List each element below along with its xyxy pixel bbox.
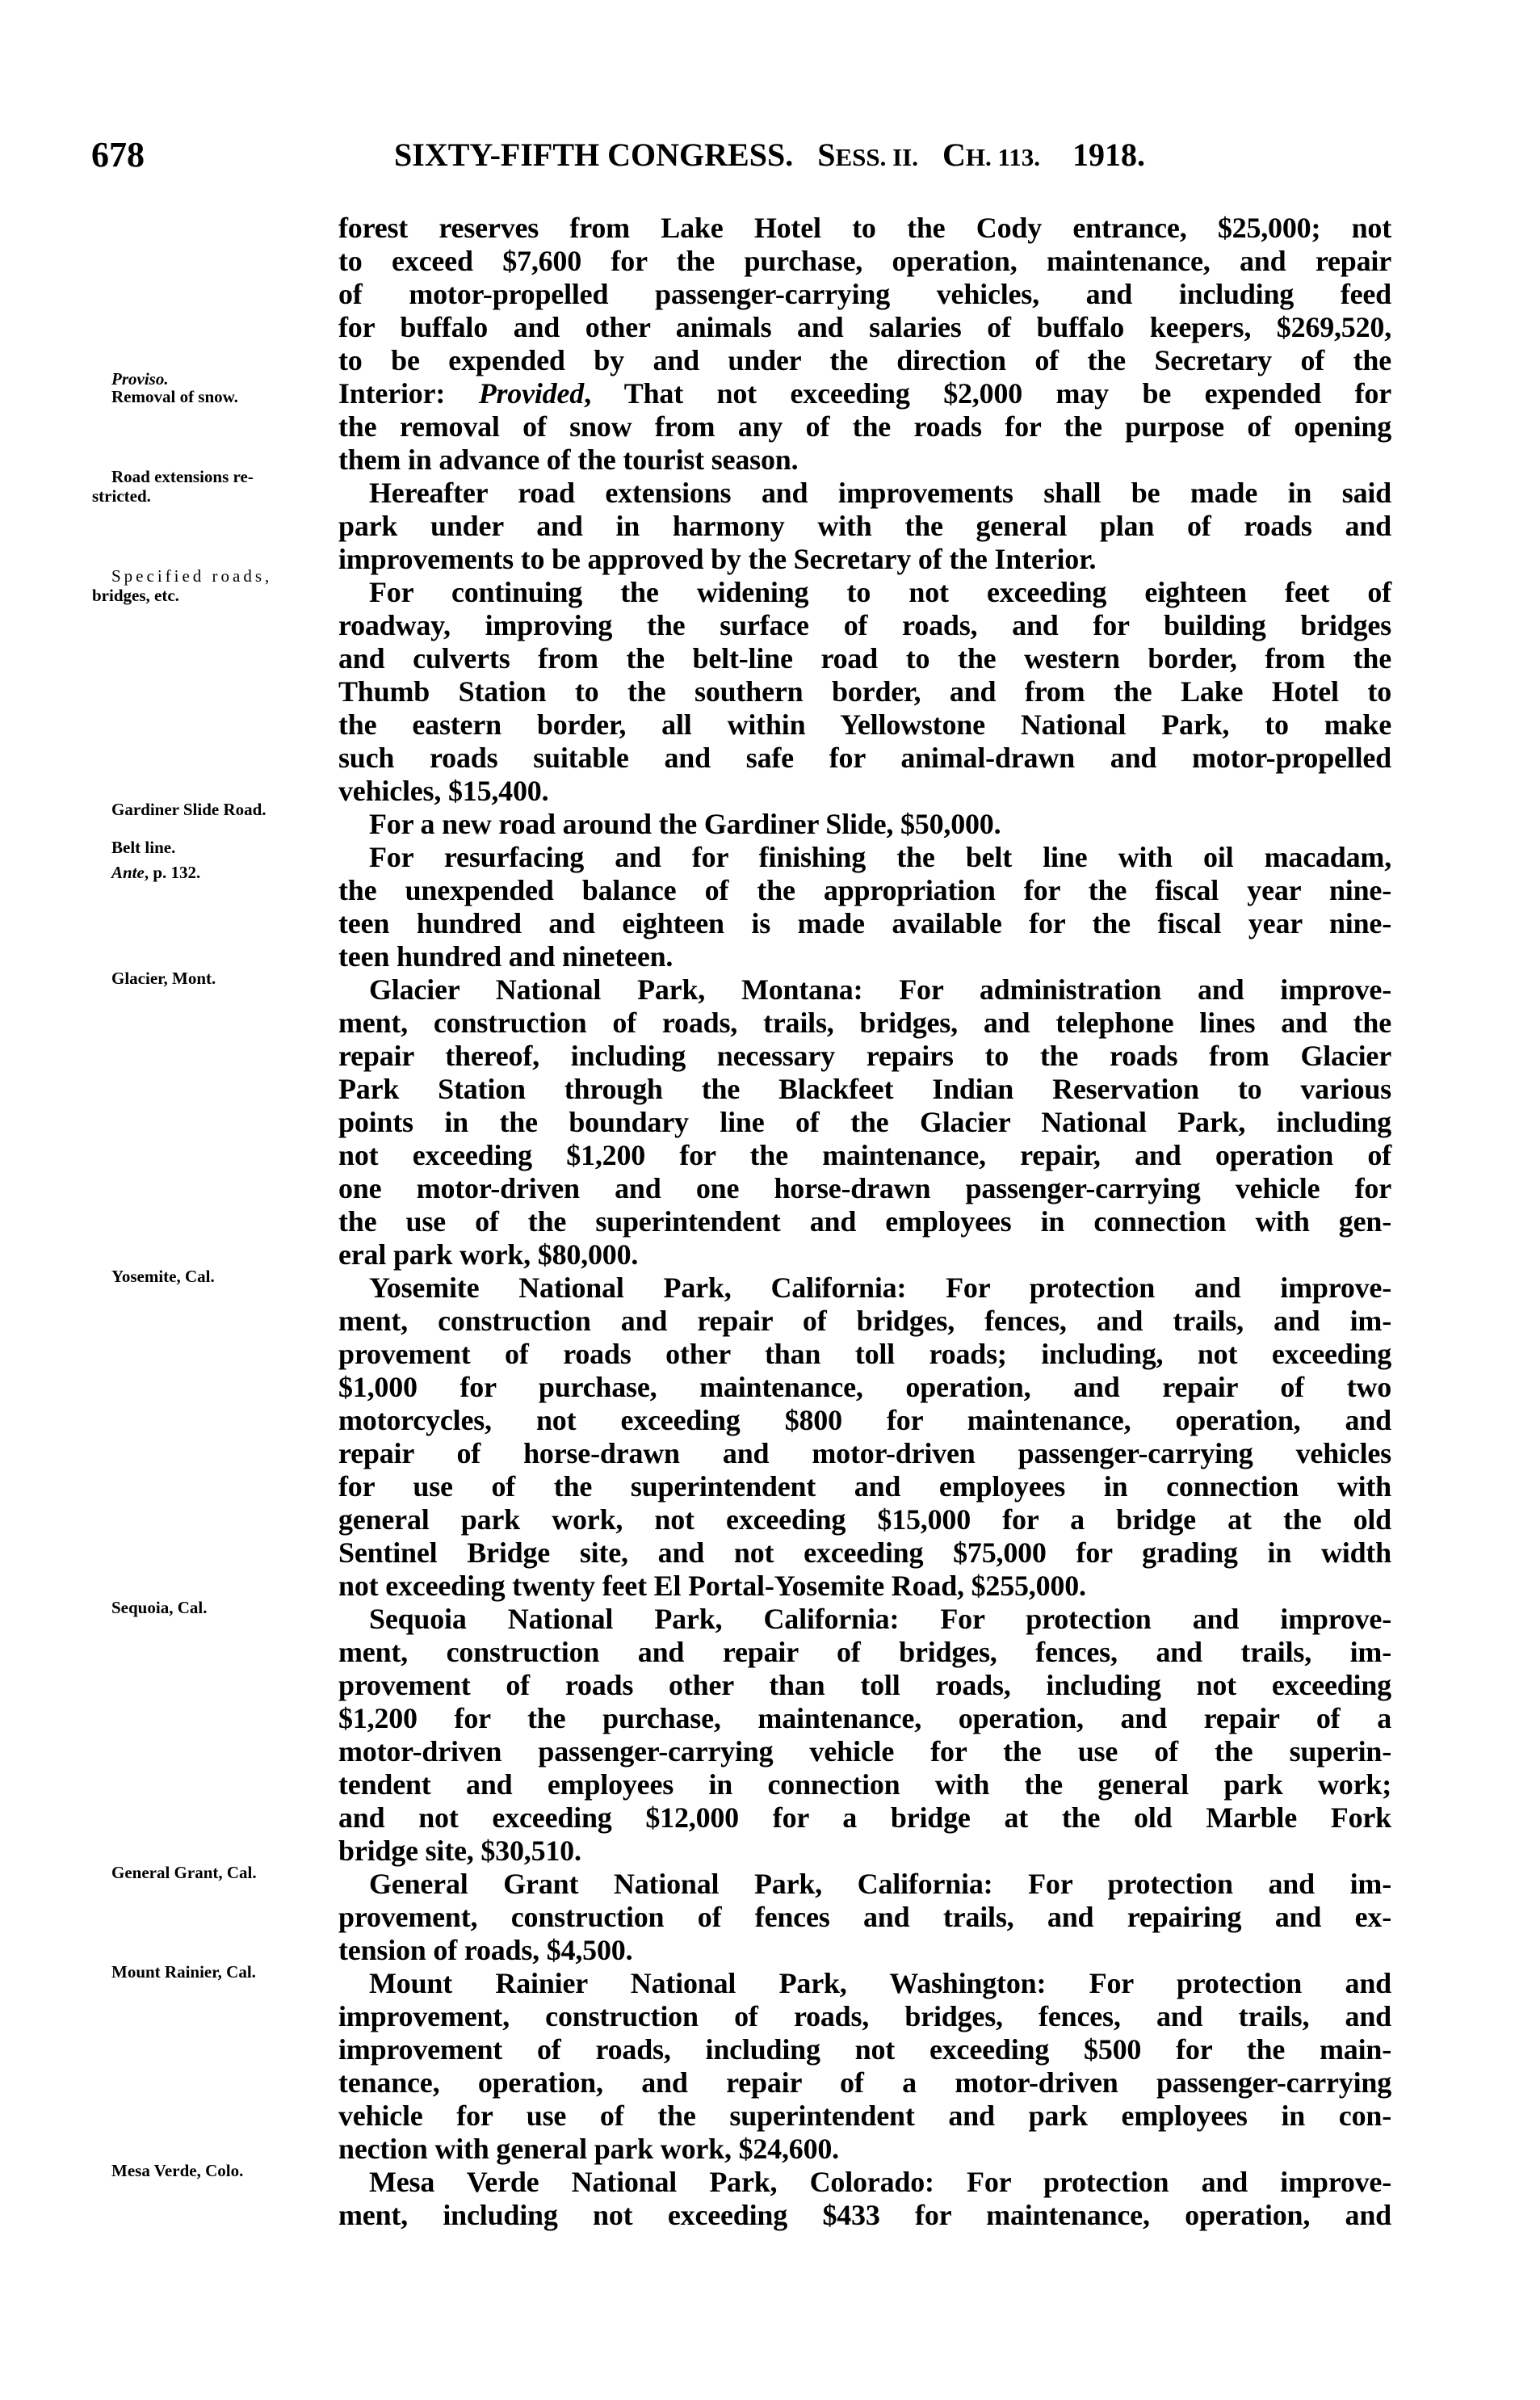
text-line: them in advance of the tourist season.: [338, 443, 799, 476]
text-line: repair thereof, including necessary repairs to the roads from Glacier: [338, 1040, 1391, 1072]
text-line: teen hundred and eighteen is made available for the fiscal year nine-: [338, 907, 1391, 939]
margin-note: Ante, p. 132.: [111, 863, 201, 882]
margin-note: General Grant, Cal.: [111, 1863, 257, 1882]
text-line: general park work, not exceeding $15,000 for a bridge at the old: [338, 1503, 1391, 1536]
text-line: for use of the superintendent and employees in connection with: [338, 1470, 1391, 1503]
chapter-label: CH. 113.: [942, 137, 1041, 173]
margin-note: Proviso.: [111, 369, 169, 389]
margin-note: Removal of snow.: [111, 387, 238, 406]
text-line: to be expended by and under the direction of the Secretary of the: [338, 344, 1391, 376]
text-line: ment, construction of roads, trails, bridges, and telephone lines and the: [338, 1007, 1391, 1039]
text-line: Interior: Provided, That not exceeding $2,000 may be expended for: [338, 377, 1391, 410]
margin-note: Mesa Verde, Colo.: [111, 2161, 244, 2180]
text-line: vehicle for use of the superintendent and park employees in con-: [338, 2099, 1391, 2132]
text-line: Sequoia National Park, California: For protection and improve-: [369, 1603, 1391, 1635]
text-line: the unexpended balance of the appropriation for the fiscal year nine-: [338, 874, 1391, 906]
text-line: roadway, improving the surface of roads, and for building bridges: [338, 609, 1391, 641]
congress-title: SIXTY-FIFTH CONGRESS.: [394, 137, 794, 173]
text-line: ment, construction and repair of bridges, fences, and trails, and im-: [338, 1305, 1391, 1337]
text-line: and culverts from the belt-line road to the western border, from the: [338, 642, 1391, 675]
text-line: forest reserves from Lake Hotel to the Cody entrance, $25,000; not: [338, 212, 1391, 244]
text-line: one motor-driven and one horse-drawn passenger-carrying vehicle for: [338, 1172, 1391, 1204]
page-number: 678: [91, 135, 145, 174]
margin-note: Glacier, Mont.: [111, 969, 216, 988]
text-line: the eastern border, all within Yellowstone National Park, to make: [338, 708, 1391, 741]
text-line: improvements to be approved by the Secretary of the Interior.: [338, 543, 1097, 575]
text-line: eral park work, $80,000.: [338, 1238, 639, 1271]
text-line: bridge site, $30,510.: [338, 1835, 581, 1867]
text-line: park under and in harmony with the general plan of roads and: [338, 510, 1391, 542]
text-line: to exceed $7,600 for the purchase, operation, maintenance, and repair: [338, 245, 1391, 277]
text-line: the use of the superintendent and employees in connection with gen-: [338, 1205, 1391, 1238]
margin-note: Yosemite, Cal.: [111, 1267, 215, 1286]
text-line: nection with general park work, $24,600.: [338, 2133, 839, 2165]
margin-note: Gardiner Slide Road.: [111, 800, 266, 819]
text-line: not exceeding $1,200 for the maintenance, repair, and operation of: [338, 1139, 1391, 1171]
margin-note: Sequoia, Cal.: [111, 1598, 208, 1617]
text-line: tenance, operation, and repair of a motor-driven passenger-carrying: [338, 2066, 1391, 2099]
text-line: Mesa Verde National Park, Colorado: For protection and improve-: [369, 2166, 1391, 2198]
text-line: tension of roads, $4,500.: [338, 1934, 633, 1966]
text-line: provement of roads other than toll roads; including, not exceeding: [338, 1338, 1391, 1370]
text-line: and not exceeding $12,000 for a bridge at the old Marble Fork: [338, 1801, 1391, 1834]
text-line: the removal of snow from any of the roads for the purpose of opening: [338, 410, 1391, 443]
text-line: $1,000 for purchase, maintenance, operation, and repair of two: [338, 1371, 1391, 1403]
session-label: SESS. II.: [817, 137, 918, 173]
text-line: General Grant National Park, California: For protection and im-: [369, 1868, 1391, 1900]
margin-note: Belt line.: [111, 838, 176, 857]
text-line: Thumb Station to the southern border, and from the Lake Hotel to: [338, 675, 1391, 708]
running-head: [394, 139, 1145, 174]
text-line: For resurfacing and for finishing the belt line with oil macadam,: [369, 841, 1391, 873]
text-line: of motor-propelled passenger-carrying vehicles, and including feed: [338, 278, 1391, 310]
text-line: such roads suitable and safe for animal-drawn and motor-propelled: [338, 742, 1391, 774]
text-line: ment, including not exceeding $433 for maintenance, operation, and: [338, 2199, 1391, 2231]
text-line: For continuing the widening to not exceeding eighteen feet of: [369, 576, 1391, 608]
text-line: repair of horse-drawn and motor-driven passenger-carrying vehicles: [338, 1437, 1391, 1469]
text-line: motor-driven passenger-carrying vehicle for the use of the superin-: [338, 1735, 1391, 1767]
text-line: tendent and employees in connection with the general park work;: [338, 1768, 1391, 1801]
text-line: improvement, construction of roads, bridges, fences, and trails, and: [338, 2000, 1391, 2032]
margin-note: Road extensions re- stricted.: [92, 467, 254, 506]
text-line: Yosemite National Park, California: For protection and improve-: [369, 1271, 1391, 1304]
text-line: motorcycles, not exceeding $800 for maintenance, operation, and: [338, 1404, 1391, 1436]
text-line: $1,200 for the purchase, maintenance, operation, and repair of a: [338, 1702, 1391, 1734]
text-line: Hereafter road extensions and improvements shall be made in said: [369, 477, 1391, 509]
text-line: For a new road around the Gardiner Slide, $50,000.: [369, 808, 1001, 840]
margin-note: Mount Rainier, Cal.: [111, 1962, 256, 1982]
margin-note: Specified roads, bridges, etc.: [92, 566, 273, 605]
text-line: vehicles, $15,400.: [338, 775, 549, 807]
text-line: provement, construction of fences and trails, and repairing and ex-: [338, 1901, 1391, 1933]
text-line: Glacier National Park, Montana: For administration and improve-: [369, 973, 1391, 1006]
text-line: for buffalo and other animals and salaries of buffalo keepers, $269,520,: [338, 311, 1391, 343]
text-line: Sentinel Bridge site, and not exceeding $75,000 for grading in width: [338, 1536, 1391, 1569]
text-line: points in the boundary line of the Glacier National Park, including: [338, 1106, 1391, 1138]
text-line: provement of roads other than toll roads, including not exceeding: [338, 1669, 1391, 1701]
text-line: not exceeding twenty feet El Portal-Yosemite Road, $255,000.: [338, 1570, 1086, 1602]
text-line: Park Station through the Blackfeet Indian Reservation to various: [338, 1073, 1391, 1105]
text-line: improvement of roads, including not exceeding $500 for the main-: [338, 2033, 1391, 2066]
body-text: [338, 212, 1391, 2232]
text-line: ment, construction and repair of bridges, fences, and trails, im-: [338, 1636, 1391, 1668]
text-line: teen hundred and nineteen.: [338, 940, 673, 973]
text-line: Mount Rainier National Park, Washington: For protection and: [369, 1967, 1391, 1999]
year-label: 1918.: [1072, 137, 1146, 173]
